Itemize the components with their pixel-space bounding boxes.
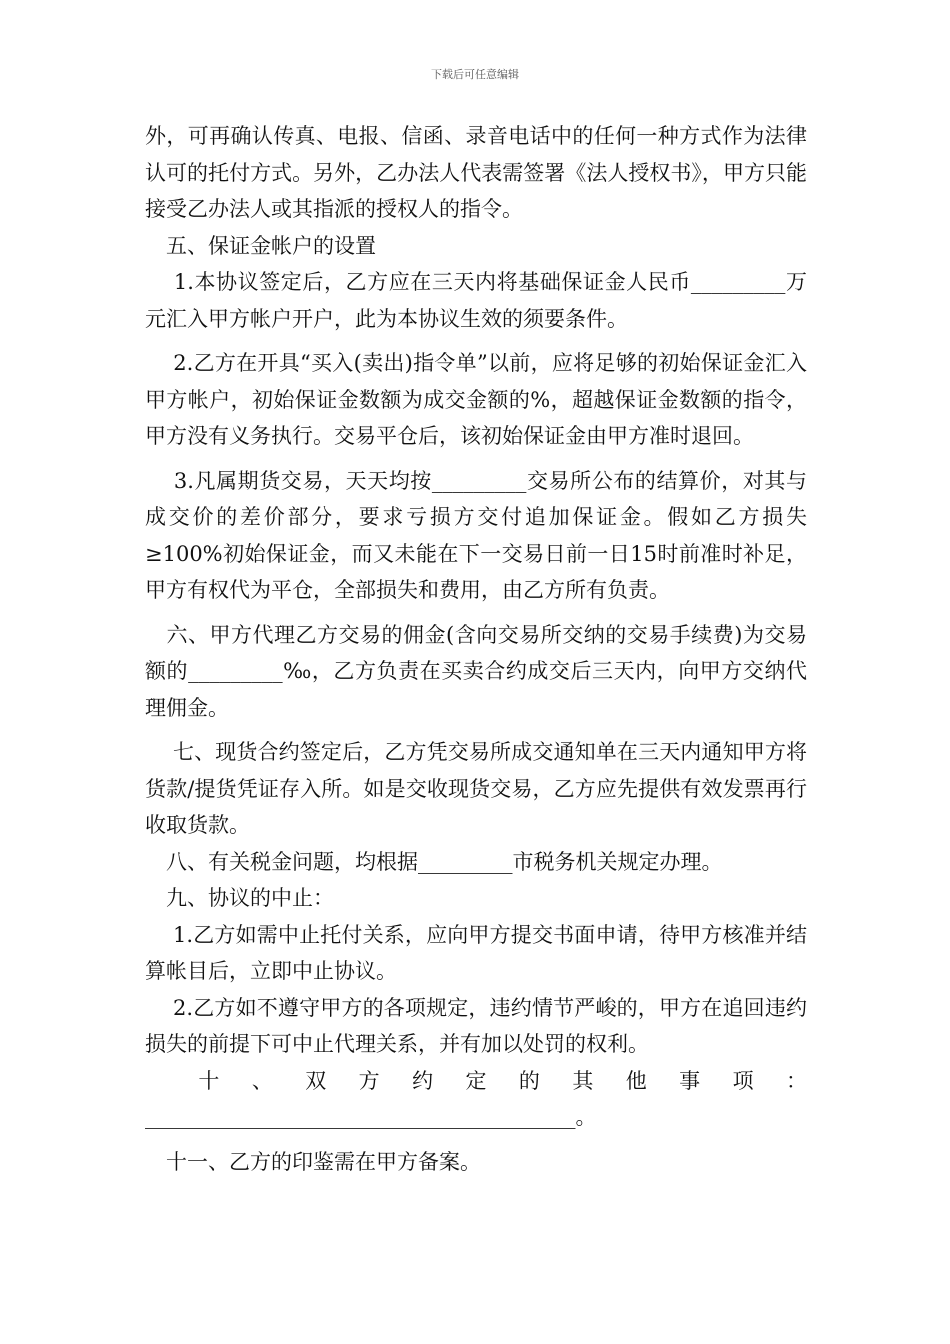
section-9-heading: 九、协议的中止： (145, 886, 334, 910)
paragraph-continuation: 外，可再确认传真、电报、信函、录音电话中的任何一种方式作为法律认可的托付方式。另外，乙办法人代表需签署《法人授权书》，甲方只能接受乙办法人或其指派的授权人的指令。 (145, 124, 807, 221)
section-6: 六、甲方代理乙方交易的佣金(含向交易所交纳的交易手续费)为交易额的_________‰，乙方负责在买卖合约成交后三天内，向甲方交纳代理佣金。 (145, 622, 807, 720)
section-11: 十一、乙方的印鉴需在甲方备案。 (145, 1149, 481, 1174)
section-9-item-2: 2.乙方如不遵守甲方的各项规定，违约情节严峻的，甲方在追回违约损失的前提下可中止代理关系，并有加以处罚的权利。 (145, 995, 807, 1056)
section-7: 七、现货合约签定后，乙方凭交易所成交通知单在三天内通知甲方将货款/提货凭证存入所。如是交收现货交易，乙方应先提供有效发票再行收取货款。 (145, 740, 807, 837)
page-header: 下载后可任意编辑 (431, 68, 519, 81)
section-10: 十、双方约定的其他事项：_________________________________________。 (145, 1068, 807, 1129)
document-body (145, 118, 807, 1180)
section-5-item-1: 1.本协议签定后，乙方应在三天内将基础保证金人民币_________万元汇入甲方帐户开户，此为本协议生效的须要条件。 (145, 270, 807, 331)
section-8: 八、有关税金问题，均根据_________市税务机关规定办理。 (145, 849, 723, 874)
section-5-heading: 五、保证金帐户的设置 (145, 233, 376, 258)
section-9-item-1: 1.乙方如需中止托付关系，应向甲方提交书面申请，待甲方核准并结算帐目后，立即中止协议。 (145, 922, 807, 983)
section-5-item-2: 2.乙方在开具“买入(卖出)指令单”以前，应将足够的初始保证金汇入甲方帐户，初始保证金数额为成交金额的%，超越保证金数额的指令，甲方没有义务执行。交易平仓后，该初始保证金由甲方准时退回。 (145, 351, 807, 448)
section-5-item-3: 3.凡属期货交易，天天均按_________交易所公布的结算价，对其与成交价的差价部分，要求亏损方交付追加保证金。假如乙方损失≥100%初始保证金，而又未能在下一交易日前一日15时前准时补足，甲方有权代为平仓，全部损失和费用，由乙方所有负责。 (145, 468, 807, 602)
